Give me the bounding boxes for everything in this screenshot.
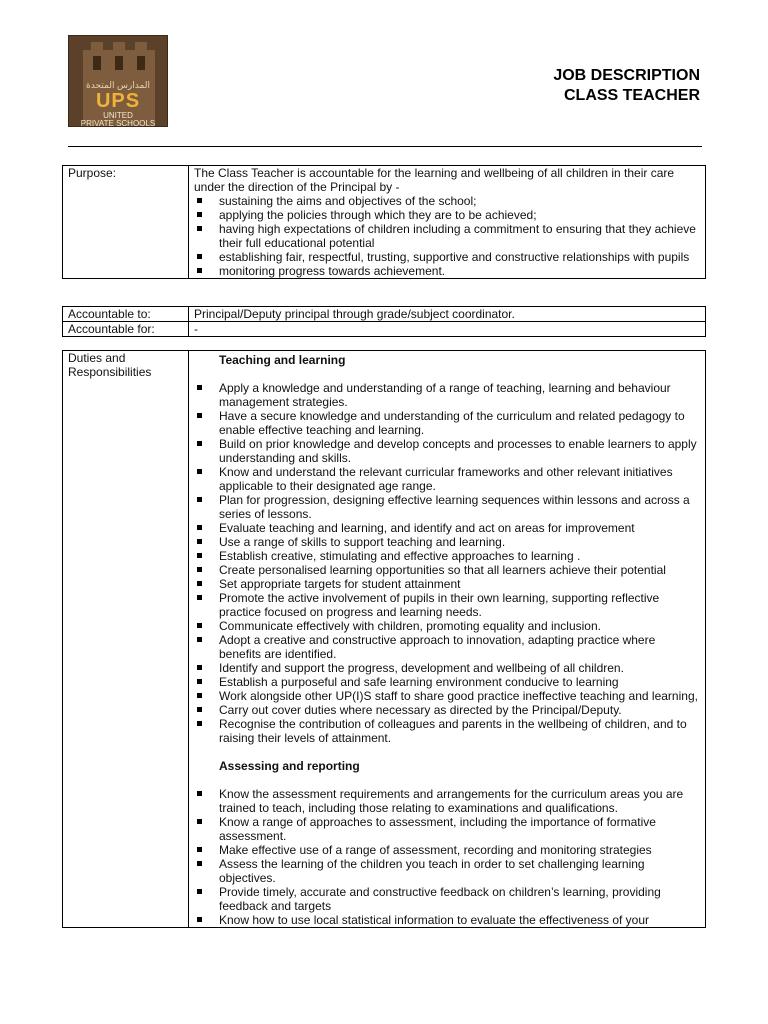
header-divider (68, 146, 702, 147)
bullet-item: Carry out cover duties where necessary as directed by the Principal/Deputy. (194, 703, 700, 717)
duties-content (189, 351, 706, 928)
purpose-label: Purpose: (63, 166, 189, 279)
purpose-intro: The Class Teacher is accountable for the learning and wellbeing of all children in their care under the direction of the Principal by - (194, 166, 675, 194)
bullet-item: Plan for progression, designing effective learning sequences within lessons and across a series of lessons. (194, 493, 700, 521)
bullet-item: Have a secure knowledge and understanding of the curriculum and related pedagogy to enable effective teaching and learning. (194, 409, 700, 437)
bullet-item: Establish a purposeful and safe learning environment conducive to learning (194, 675, 700, 689)
bullet-item: establishing fair, respectful, trusting, supportive and constructive relationships with pupils (194, 250, 700, 264)
purpose-list (194, 194, 700, 278)
purpose-table (62, 165, 706, 279)
bullet-item: Know and understand the relevant curricular frameworks and other relevant initiatives applicable to their designated age range. (194, 465, 700, 493)
logo-line-1: UNITED (103, 111, 133, 120)
bullet-item: having high expectations of children including a commitment to ensuring that they achieve their full educational potential (194, 222, 700, 250)
bullet-item: Know a range of approaches to assessment, including the importance of formative assessment. (194, 815, 700, 843)
bullet-item: Know how to use local statistical information to evaluate the effectiveness of your (194, 913, 700, 927)
accountable-for-value: - (189, 322, 706, 337)
logo-mark: UPS (95, 90, 141, 112)
accountability-table (62, 306, 706, 337)
teaching-learning-list (194, 381, 700, 745)
bullet-item: Know the assessment requirements and arrangements for the curriculum areas you are trained to teach, including those relating to examinations and qualifications. (194, 787, 700, 815)
bullet-item: Work alongside other UP(I)S staff to share good practice ineffective teaching and learning, (194, 689, 700, 703)
bullet-item: Set appropriate targets for student attainment (194, 577, 700, 591)
bullet-item: Use a range of skills to support teaching and learning. (194, 535, 700, 549)
purpose-content (189, 166, 706, 279)
accountable-for-label: Accountable for: (63, 322, 189, 337)
duties-label: Duties and Responsibilities (63, 351, 189, 928)
bullet-item: applying the policies through which they are to be achieved; (194, 208, 700, 222)
logo-line-2: PRIVATE SCHOOLS (80, 119, 156, 127)
document-title (553, 66, 700, 106)
bullet-item: Communicate effectively with children, promoting equality and inclusion. (194, 619, 700, 633)
bullet-item: Recognise the contribution of colleagues and parents in the wellbeing of children, and to raising their levels of attainment. (194, 717, 700, 745)
accountable-to-label: Accountable to: (63, 307, 189, 322)
duties-table (62, 350, 706, 928)
logo-arabic-text: المدارس المتحدة (86, 80, 150, 90)
bullet-item: Provide timely, accurate and constructive feedback on children’s learning, providing feedback and targets (194, 885, 700, 913)
title-line-1: JOB DESCRIPTION (553, 67, 700, 84)
assessing-reporting-heading: Assessing and reporting (219, 759, 360, 773)
bullet-item: Adopt a creative and constructive approach to innovation, adapting practice where benefits are identified. (194, 633, 700, 661)
bullet-item: Promote the active involvement of pupils in their own learning, supporting reflective practice focused on progress and learning needs. (194, 591, 700, 619)
school-logo (68, 35, 168, 127)
bullet-item: Build on prior knowledge and develop concepts and processes to enable learners to apply understanding and skills. (194, 437, 700, 465)
bullet-item: Make effective use of a range of assessment, recording and monitoring strategies (194, 843, 700, 857)
accountable-to-value: Principal/Deputy principal through grade/subject coordinator. (189, 307, 706, 322)
bullet-item: Assess the learning of the children you teach in order to set challenging learning objectives. (194, 857, 700, 885)
bullet-item: Evaluate teaching and learning, and identify and act on areas for improvement (194, 521, 700, 535)
teaching-learning-heading: Teaching and learning (219, 353, 346, 367)
bullet-item: Establish creative, stimulating and effective approaches to learning . (194, 549, 700, 563)
bullet-item: Create personalised learning opportunities so that all learners achieve their potential (194, 563, 700, 577)
assessing-reporting-list (194, 787, 700, 927)
bullet-item: sustaining the aims and objectives of the school; (194, 194, 700, 208)
bullet-item: monitoring progress towards achievement. (194, 264, 700, 278)
bullet-item: Identify and support the progress, development and wellbeing of all children. (194, 661, 700, 675)
title-line-2: CLASS TEACHER (563, 87, 700, 104)
bullet-item: Apply a knowledge and understanding of a range of teaching, learning and behaviour management strategies. (194, 381, 700, 409)
